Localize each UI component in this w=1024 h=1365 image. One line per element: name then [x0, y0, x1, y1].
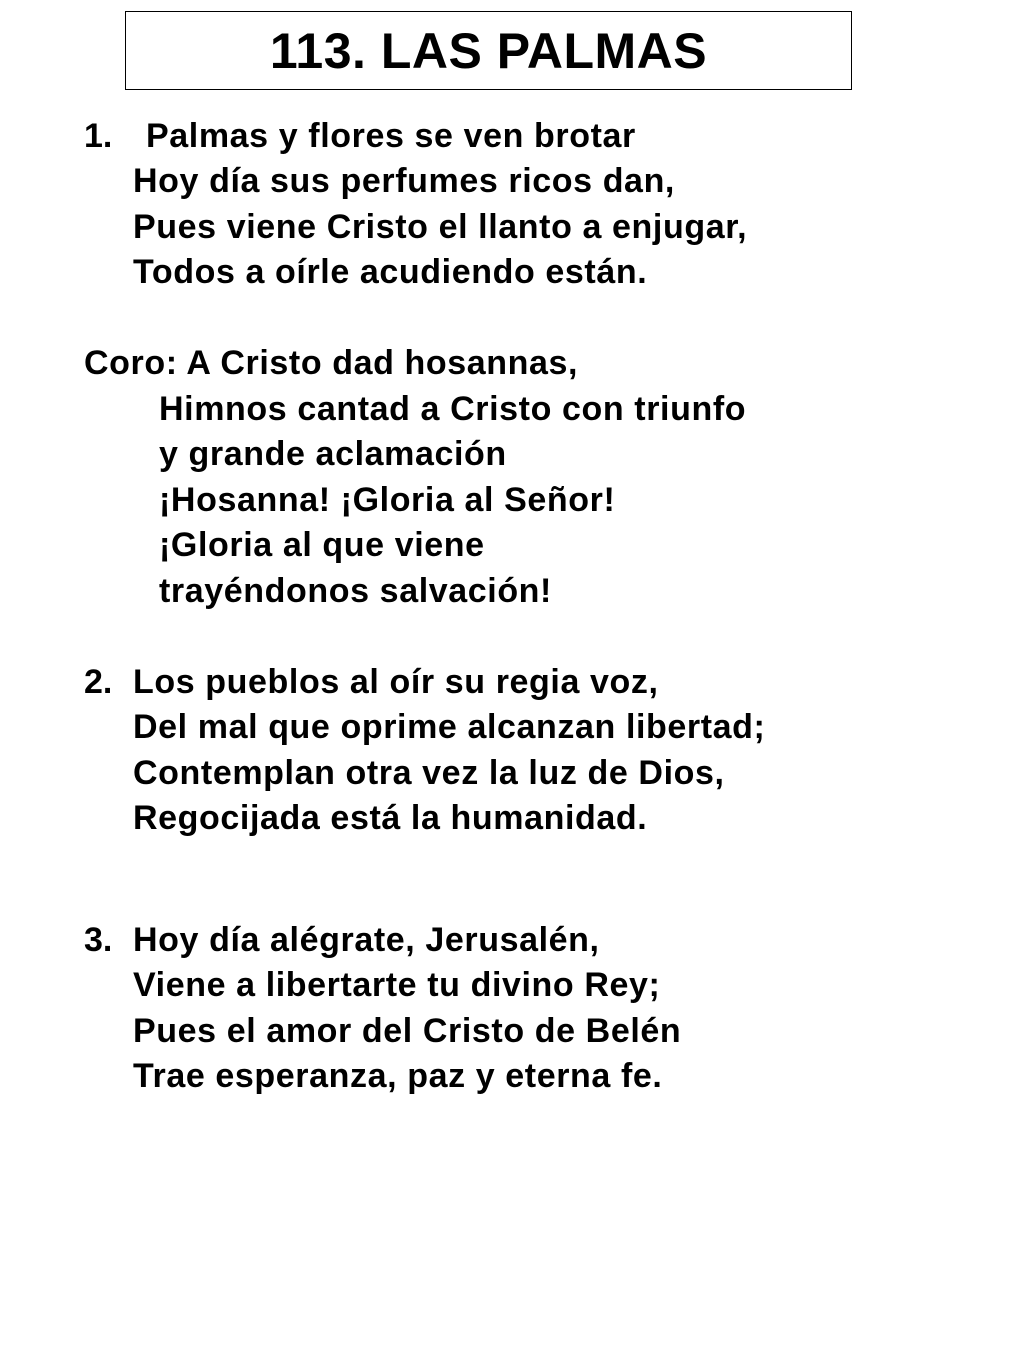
- verse-1-number: 1.: [84, 117, 113, 155]
- chorus-line-3: ¡Hosanna! ¡Gloria al Señor!: [159, 481, 616, 519]
- verse-3-line-4: Trae esperanza, paz y eterna fe.: [133, 1057, 663, 1095]
- verse-1-line-1: Palmas y flores se ven brotar: [146, 117, 636, 155]
- verse-1-line-2: Hoy día sus perfumes ricos dan,: [133, 162, 675, 200]
- verse-3-number: 3.: [84, 921, 113, 959]
- verse-2-line-1: Los pueblos al oír su regia voz,: [133, 663, 659, 701]
- title-box: [125, 11, 852, 90]
- chorus-line-2: y grande aclamación: [159, 435, 507, 473]
- verse-1-line-4: Todos a oírle acudiendo están.: [133, 253, 648, 291]
- verse-2-line-4: Regocijada está la humanidad.: [133, 799, 648, 837]
- verse-1-line-3: Pues viene Cristo el llanto a enjugar,: [133, 208, 748, 246]
- page-title: 113. LAS PALMAS: [269, 22, 708, 79]
- verse-2-line-3: Contemplan otra vez la luz de Dios,: [133, 754, 725, 792]
- verse-3-line-1: Hoy día alégrate, Jerusalén,: [133, 921, 600, 959]
- verse-3-line-3: Pues el amor del Cristo de Belén: [133, 1012, 682, 1050]
- chorus-line-5: trayéndonos salvación!: [159, 572, 552, 610]
- verse-2-number: 2.: [84, 663, 113, 701]
- chorus-line-1: Himnos cantad a Cristo con triunfo: [159, 390, 747, 428]
- chorus-label-line: Coro: A Cristo dad hosannas,: [84, 344, 579, 382]
- verse-2-line-2: Del mal que oprime alcanzan libertad;: [133, 708, 766, 746]
- chorus-line-4: ¡Gloria al que viene: [159, 526, 485, 564]
- verse-3-line-2: Viene a libertarte tu divino Rey;: [133, 966, 661, 1004]
